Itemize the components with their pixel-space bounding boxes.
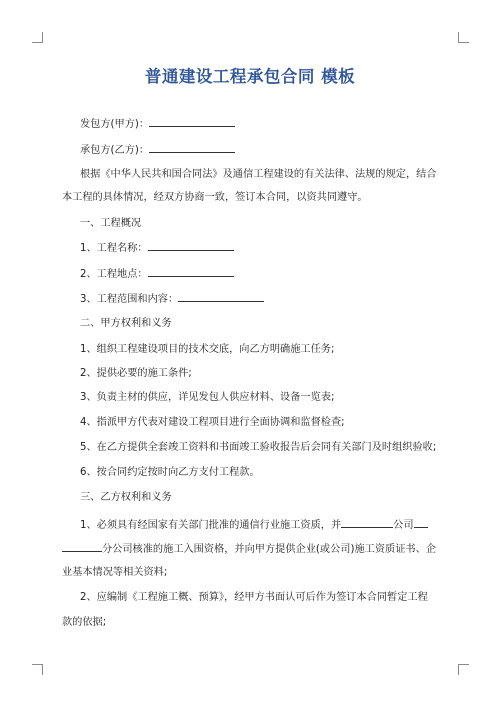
company-trailing-blank: [414, 517, 428, 528]
section-3-heading: 三、乙方权利和义务: [80, 492, 172, 503]
section-2-heading: 二、甲方权利和义务: [80, 318, 172, 329]
crop-mark-bottom-right: [458, 664, 469, 675]
section-3-item-1-text: 1、必须具有经国家有关部门批准的通信行业施工资质，并: [80, 520, 342, 531]
company-blank: [341, 517, 393, 528]
project-scope-line: [80, 291, 264, 307]
party-a-line: [80, 116, 235, 132]
section-3-item-1-cont: 分公司核准的施工入围资格，并向甲方提供企业(或公司)施工资质证书、企: [102, 544, 436, 555]
section-2-item-4: 4、指派甲方代表对建设工程项目进行全面协调和监督检查;: [80, 417, 345, 428]
section-2-item-1: 1、组织工程建设项目的技术交底，向乙方明确施工任务;: [80, 344, 335, 355]
section-3-item-1-line-3: 业基本情况等相关资料;: [62, 567, 168, 578]
section-3-item-2-line-2: 款的依据;: [62, 617, 107, 628]
preamble-line-2: 本工程的具体情况，经双方协商一致，签订本合同，以资共同遵守。: [62, 192, 368, 203]
section-2-item-2: 2、提供必要的施工条件;: [80, 368, 192, 379]
party-b-line: [80, 142, 235, 158]
document-title: 普通建设工程承包合同 模板: [144, 67, 356, 86]
section-2-item-5: 5、在乙方提供全套竣工资料和书面竣工验收报告后会同有关部门及时组织验收;: [80, 442, 437, 453]
project-location-label: 2、工程地点：: [80, 269, 148, 280]
party-b-label: 承包方(乙方)：: [80, 145, 150, 156]
project-scope-blank: [178, 291, 264, 302]
project-location-line: [80, 266, 234, 282]
crop-mark-top-right: [458, 32, 469, 43]
party-a-blank: [149, 116, 235, 127]
section-2-item-6: 6、按合同约定按时向乙方支付工程款。: [80, 467, 260, 478]
project-name-blank: [148, 240, 234, 251]
party-a-label: 发包方(甲方)：: [80, 119, 150, 130]
project-location-blank: [148, 266, 234, 277]
crop-mark-top-left: [32, 32, 43, 43]
company-label: 公司: [393, 520, 414, 531]
project-name-label: 1、工程名称：: [80, 243, 148, 254]
project-name-line: [80, 240, 234, 256]
section-2-item-3: 3、负责主材的供应，详见发包人供应材料、设备一览表;: [80, 392, 335, 403]
preamble-line-1: 根据《中华人民共和国合同法》及通信工程建设的有关法律、法规的规定，结合: [80, 169, 437, 180]
section-1-heading: 一、工程概况: [80, 218, 142, 229]
project-scope-label: 3、工程范围和内容：: [80, 294, 179, 305]
crop-mark-bottom-left: [32, 664, 43, 675]
section-3-item-2-line-1: 2、应编制《工程施工概、预算》，经甲方书面认可后作为签订本合同暂定工程: [80, 592, 428, 603]
branch-blank: [62, 541, 102, 552]
section-3-item-1-line-2: [62, 541, 436, 557]
party-b-blank: [149, 142, 235, 153]
section-3-item-1-line-1: [80, 517, 428, 533]
